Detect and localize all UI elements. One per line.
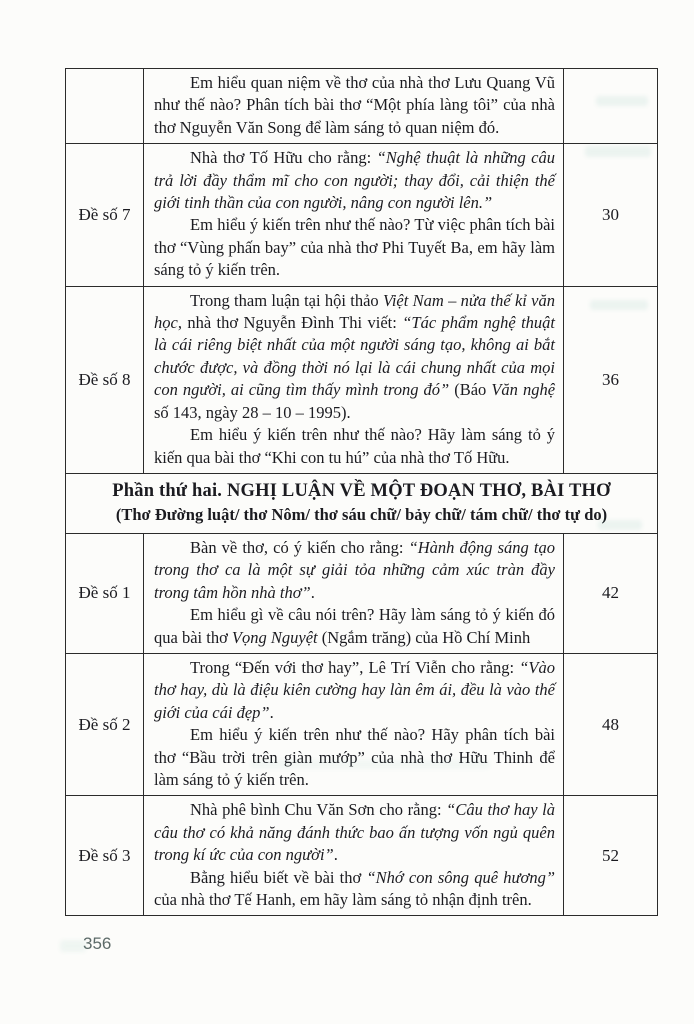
section-header-cell	[66, 473, 658, 533]
paragraph: Em hiểu ý kiến trên như thế nào? Hãy phân tích bài thơ “Bầu trời trên giàn mướp” của nhà thơ Hữu Thinh để làm sáng tỏ ý kiến trên.	[154, 725, 555, 789]
page-number-footer: 356	[83, 934, 112, 953]
exercise-content-cell	[144, 533, 564, 653]
page-number-cell: 36	[564, 286, 658, 473]
table-row	[66, 796, 658, 916]
exercise-content-cell	[144, 653, 564, 795]
paragraph: Em hiểu ý kiến trên như thế nào? Từ việc phân tích bài thơ “Vùng phấn bay” của nhà thơ Phi Tuyết Ba, em hãy làm sáng tỏ ý kiến trên.	[154, 215, 555, 280]
exercise-content-cell	[144, 286, 564, 473]
paragraph: Bằng hiểu biết về bài thơ “Nhớ con sông quê hương” của nhà thơ Tế Hanh, em hãy làm sáng tỏ nhận định trên.	[154, 867, 555, 909]
exercise-label-cell: Đề số 7	[66, 144, 144, 286]
exercise-content-cell	[144, 144, 564, 286]
contents-table	[65, 68, 658, 916]
exercise-label-cell: Đề số 1	[66, 533, 144, 653]
page-number-cell	[564, 69, 658, 144]
exercise-label-cell: Đề số 2	[66, 653, 144, 795]
page-number-cell: 42	[564, 533, 658, 653]
paragraph: Em hiểu gì về câu nói trên? Hãy làm sáng tỏ ý kiến đó qua bài thơ Vọng Nguyệt (Ngắm trăng) của Hồ Chí Minh	[154, 605, 555, 647]
paragraph: Trong tham luận tại hội thảo Việt Nam – nửa thế kỉ văn học, nhà thơ Nguyễn Đình Thi viết: “Tác phẩm nghệ thuật là cái riêng biệt nhất của một người sáng tạo, không ai bắt chước được, và đồng thời nó lại là cái chung nhất của mọi con người, ai cũng tìm thấy mình trong đó” (Báo Văn nghệ số 143, ngày 28 – 10 – 1995).	[154, 290, 556, 422]
table-row	[66, 653, 658, 795]
exercise-label-cell: Đề số 3	[66, 796, 144, 916]
paragraph: Nhà phê bình Chu Văn Sơn cho rằng: “Câu thơ hay là câu thơ có khả năng đánh thức bao ấn tượng vốn ngủ quên trong kí ức của con người”.	[154, 800, 555, 865]
paragraph: Em hiểu ý kiến trên như thế nào? Hãy làm sáng tỏ ý kiến qua bài thơ “Khi con tu hú” của nhà thơ Tố Hữu.	[154, 425, 555, 467]
exercise-content-cell	[144, 796, 564, 916]
table-row	[66, 286, 658, 473]
table-row	[66, 533, 658, 653]
table-row	[66, 144, 658, 286]
page-number-cell: 48	[564, 653, 658, 795]
exercise-label-cell	[66, 69, 144, 144]
exercise-label-cell: Đề số 8	[66, 286, 144, 473]
page-number-cell: 52	[564, 796, 658, 916]
exercise-content-cell	[144, 69, 564, 144]
paragraph: Em hiểu quan niệm về thơ của nhà thơ Lưu Quang Vũ như thế nào? Phân tích bài thơ “Một phía làng tôi” của nhà thơ Nguyễn Văn Song để làm sáng tỏ quan niệm đó.	[154, 73, 555, 137]
section-title: Phần thứ hai. NGHỊ LUẬN VỀ MỘT ĐOẠN THƠ, BÀI THƠ	[112, 480, 611, 501]
paragraph: Bàn về thơ, có ý kiến cho rằng: “Hành động sáng tạo trong thơ ca là một sự giải tỏa những cảm xúc tràn đầy trong tâm hồn nhà thơ”.	[154, 537, 555, 602]
paragraph: Nhà thơ Tố Hữu cho rằng: “Nghệ thuật là những câu trả lời đầy thẩm mĩ cho con người; thay đổi, cải thiện thế giới tinh thần của con người, nâng con người lên.”	[154, 148, 555, 213]
table-row	[66, 69, 658, 144]
page-number-cell: 30	[564, 144, 658, 286]
paragraph: Trong “Đến với thơ hay”, Lê Trí Viễn cho rằng: “Vào thơ hay, dù là điệu kiên cường hay làn êm ái, đều là vào thế giới của cái đẹp”.	[154, 657, 555, 722]
section-subtitle: (Thơ Đường luật/ thơ Nôm/ thơ sáu chữ/ bảy chữ/ tám chữ/ thơ tự do)	[115, 504, 608, 524]
section-header-row	[66, 473, 658, 533]
